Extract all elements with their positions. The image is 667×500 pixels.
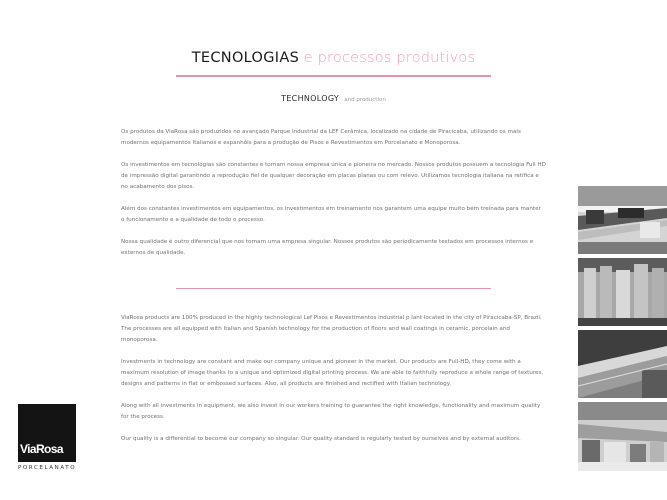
paragraph: Os investimentos em tecnologias são constantes e tornam nossa empresa única e pioneira no mercado. Nossos produtos possuem a tecnologia Full HD de impressão digital garantindo a reprodução fiel de qualquer decoração em placas planas ou com relevo. Utilizamos tecnologia italiana na retífica e no acabamento dos pisos. xyxy=(121,162,546,190)
portuguese-text-block xyxy=(121,127,546,270)
page-subtitle xyxy=(0,86,667,105)
page-title xyxy=(0,50,667,66)
paragraph: Os produtos da ViaRosa são produzidos no avançado Parque Industrial da LEF Cerâmica, localizado na cidade de Piracicaba, utilizando os mais modernos equipamentos Italianos e espanhóis para a produção de Pisos e Revestimentos em Porcelanato e Monoporosa. xyxy=(121,129,521,146)
factory-photo-kiln xyxy=(578,330,667,398)
factory-photo-conveyor xyxy=(578,186,667,254)
logo-subtitle: PORCELANATO xyxy=(18,465,77,471)
english-text-block xyxy=(121,313,546,456)
paragraph: Além dos constantes investimentos em equipamentos, os investimentos em treinamento nos garantem uma equipe muito bem treinada para manter o funcionamento e a qualidade de todo o processo. xyxy=(121,206,541,223)
page-subtitle-main: TECHNOLOGY xyxy=(281,94,340,103)
paragraph: Investments in technology are constant and make our company unique and pioneer in the market. Our products are Full-HD, they come with a maximum resolution of image thanks to a unique and optimized digital printing process. We are able to faithfully reproduce a whole range of textures, designs and patterns in flat or embossed surfaces. Also, all products are finished and rectified with Italian technology. xyxy=(121,359,544,387)
logo-wordmark: ViaRosa xyxy=(20,442,63,456)
paragraph: Nossa qualidade é outro diferencial que nos tornam uma empresa singular. Nossos produtos são periodicamente testados em processos internos e externos de qualidade. xyxy=(121,239,534,256)
page-subtitle-rest: and production xyxy=(344,97,386,103)
page-title-rest: e processos produtivos xyxy=(303,50,476,66)
page-title-main: TECNOLOGIAS xyxy=(191,50,300,66)
section-divider xyxy=(176,288,491,289)
factory-photo-warehouse xyxy=(578,402,667,471)
title-divider xyxy=(176,75,491,77)
viarosa-logo xyxy=(18,404,76,462)
paragraph: ViaRosa products are 100% produced in the highly technological Lef Pisos e Revestimentos industrial p lant located in the city of Piracicaba-SP, Brazil. The processes are all equipped with Italian and Spanish technology for the production of floors and wall coatings in ceramic, porcelain and monoporosa. xyxy=(121,315,542,343)
paragraph: Along with all investments in equipment, we also invest in our workers training to guarantee the right knowledge, functionality and maximum quality for the process. xyxy=(121,403,541,420)
factory-photo-silos xyxy=(578,258,667,326)
paragraph: Our quality is a differential to become our company so singular. Our quality standard is regularly tested by ourselves and by external auditors. xyxy=(121,436,521,442)
